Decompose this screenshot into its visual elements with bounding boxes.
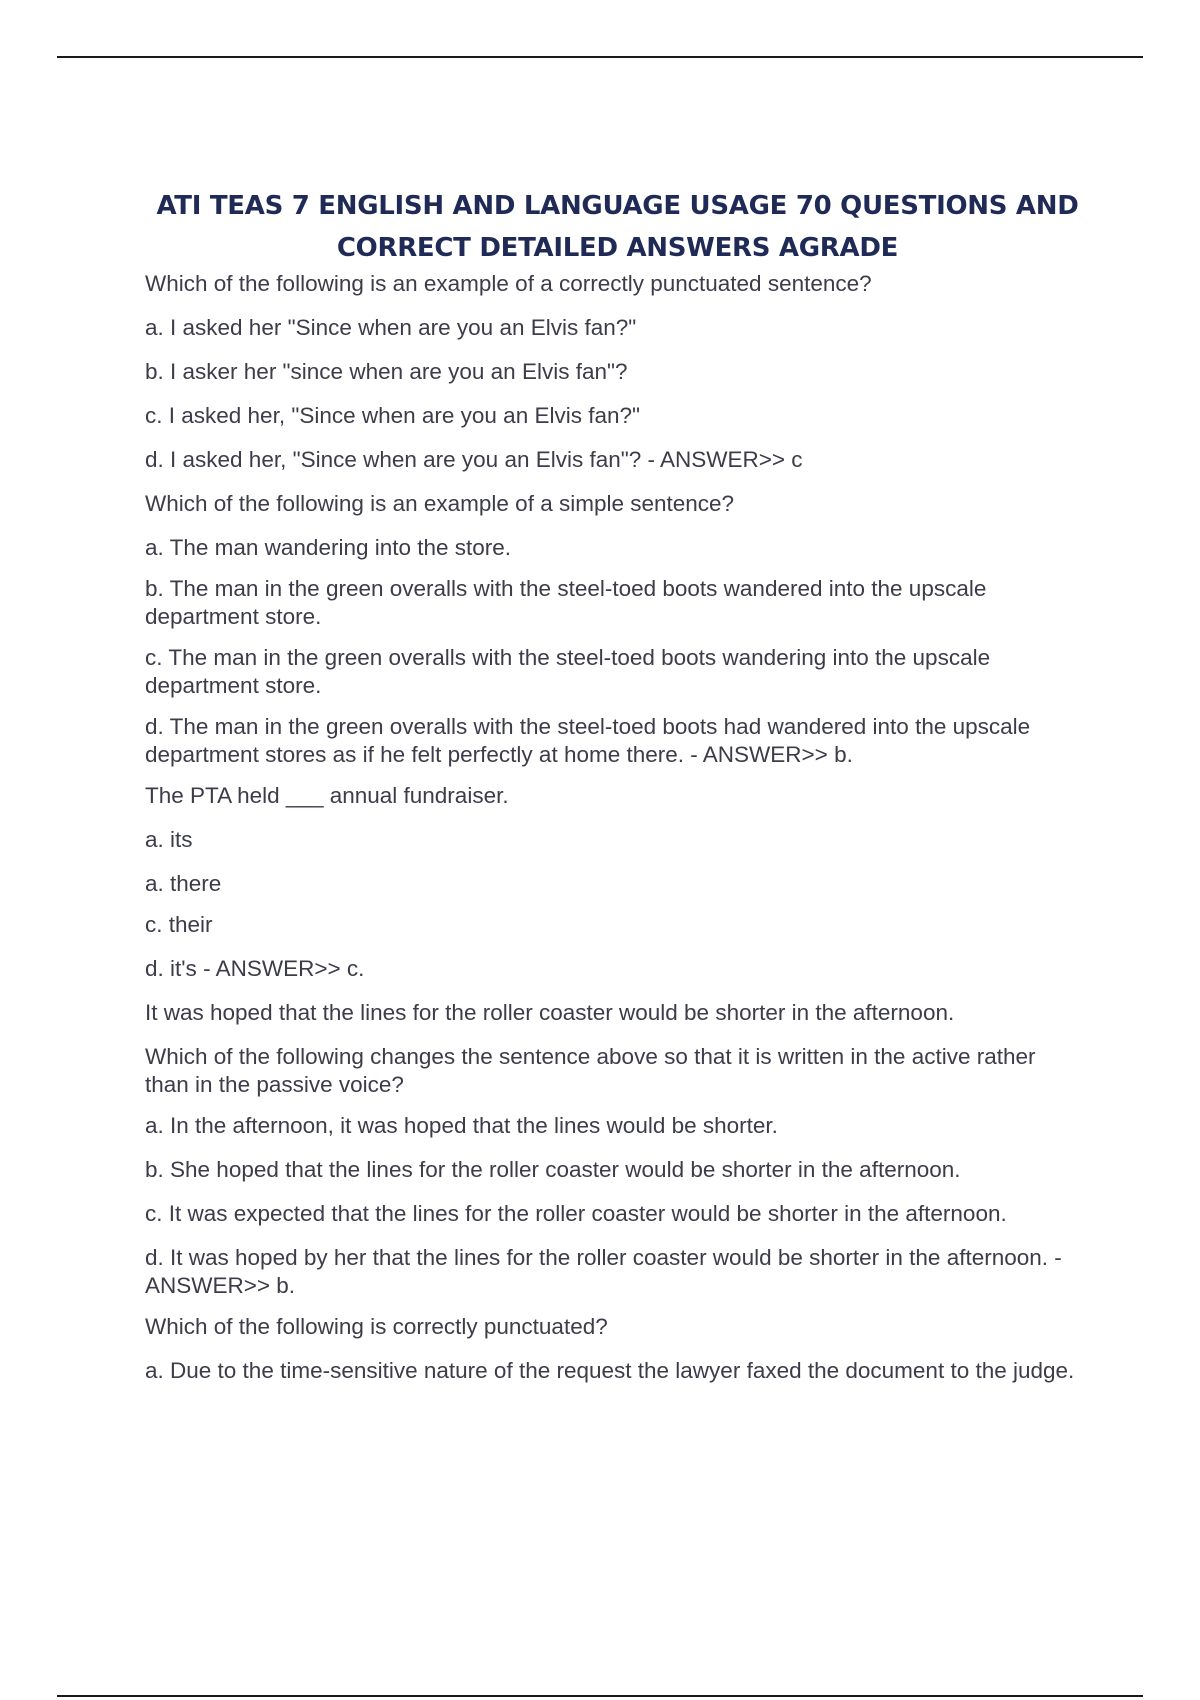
question-4-option-d-answer: d. It was hoped by her that the lines for the roller coaster would be shorter in the afternoon. - ANSWER>> b. bbox=[145, 1245, 1062, 1298]
question-4-option-c: c. It was expected that the lines for the roller coaster would be shorter in the afternoon. bbox=[145, 1201, 1007, 1226]
question-5-prompt: Which of the following is correctly punctuated? bbox=[145, 1314, 608, 1339]
question-1-prompt: Which of the following is an example of a correctly punctuated sentence? bbox=[145, 271, 872, 296]
question-4-stem-sentence: It was hoped that the lines for the roller coaster would be shorter in the afternoon. bbox=[145, 1000, 955, 1025]
question-4-option-b: b. She hoped that the lines for the roller coaster would be shorter in the afternoon. bbox=[145, 1157, 961, 1182]
question-3-option-c: c. their bbox=[145, 912, 213, 937]
question-3-prompt: The PTA held ___ annual fundraiser. bbox=[145, 783, 509, 808]
top-rule bbox=[57, 56, 1143, 58]
question-5-option-a: a. Due to the time-sensitive nature of the request the lawyer faxed the document to the judge. bbox=[145, 1358, 1075, 1383]
question-1-option-a: a. I asked her "Since when are you an Elvis fan?" bbox=[145, 315, 637, 340]
question-2-option-d-answer: d. The man in the green overalls with the steel-toed boots had wandered into the upscale department stores as if he felt perfectly at home there. - ANSWER>> b. bbox=[145, 714, 1031, 767]
question-3-option-a-2: a. there bbox=[145, 871, 222, 896]
question-2-option-a: a. The man wandering into the store. bbox=[145, 535, 512, 560]
question-1-option-b: b. I asker her "since when are you an Elvis fan"? bbox=[145, 359, 628, 384]
question-4-option-a: a. In the afternoon, it was hoped that the lines would be shorter. bbox=[145, 1113, 778, 1138]
bottom-rule bbox=[57, 1695, 1143, 1697]
question-2-option-b: b. The man in the green overalls with the steel-toed boots wandered into the upscale department store. bbox=[145, 576, 987, 629]
question-4-prompt: Which of the following changes the sentence above so that it is written in the active rather than in the passive voice? bbox=[145, 1044, 1036, 1097]
document-title: ATI TEAS 7 ENGLISH AND LANGUAGE USAGE 70 QUESTIONS AND CORRECT DETAILED ANSWERS AGRADE bbox=[156, 191, 1079, 264]
document-body bbox=[145, 270, 1080, 1401]
question-2-prompt: Which of the following is an example of a simple sentence? bbox=[145, 491, 735, 516]
question-1-option-c: c. I asked her, "Since when are you an Elvis fan?" bbox=[145, 403, 640, 428]
question-3-option-a: a. its bbox=[145, 827, 193, 852]
question-1-option-d-answer: d. I asked her, "Since when are you an Elvis fan"? - ANSWER>> c bbox=[145, 447, 803, 472]
question-2-option-c: c. The man in the green overalls with the steel-toed boots wandering into the upscale department store. bbox=[145, 645, 991, 698]
question-3-option-d-answer: d. it's - ANSWER>> c. bbox=[145, 956, 365, 981]
